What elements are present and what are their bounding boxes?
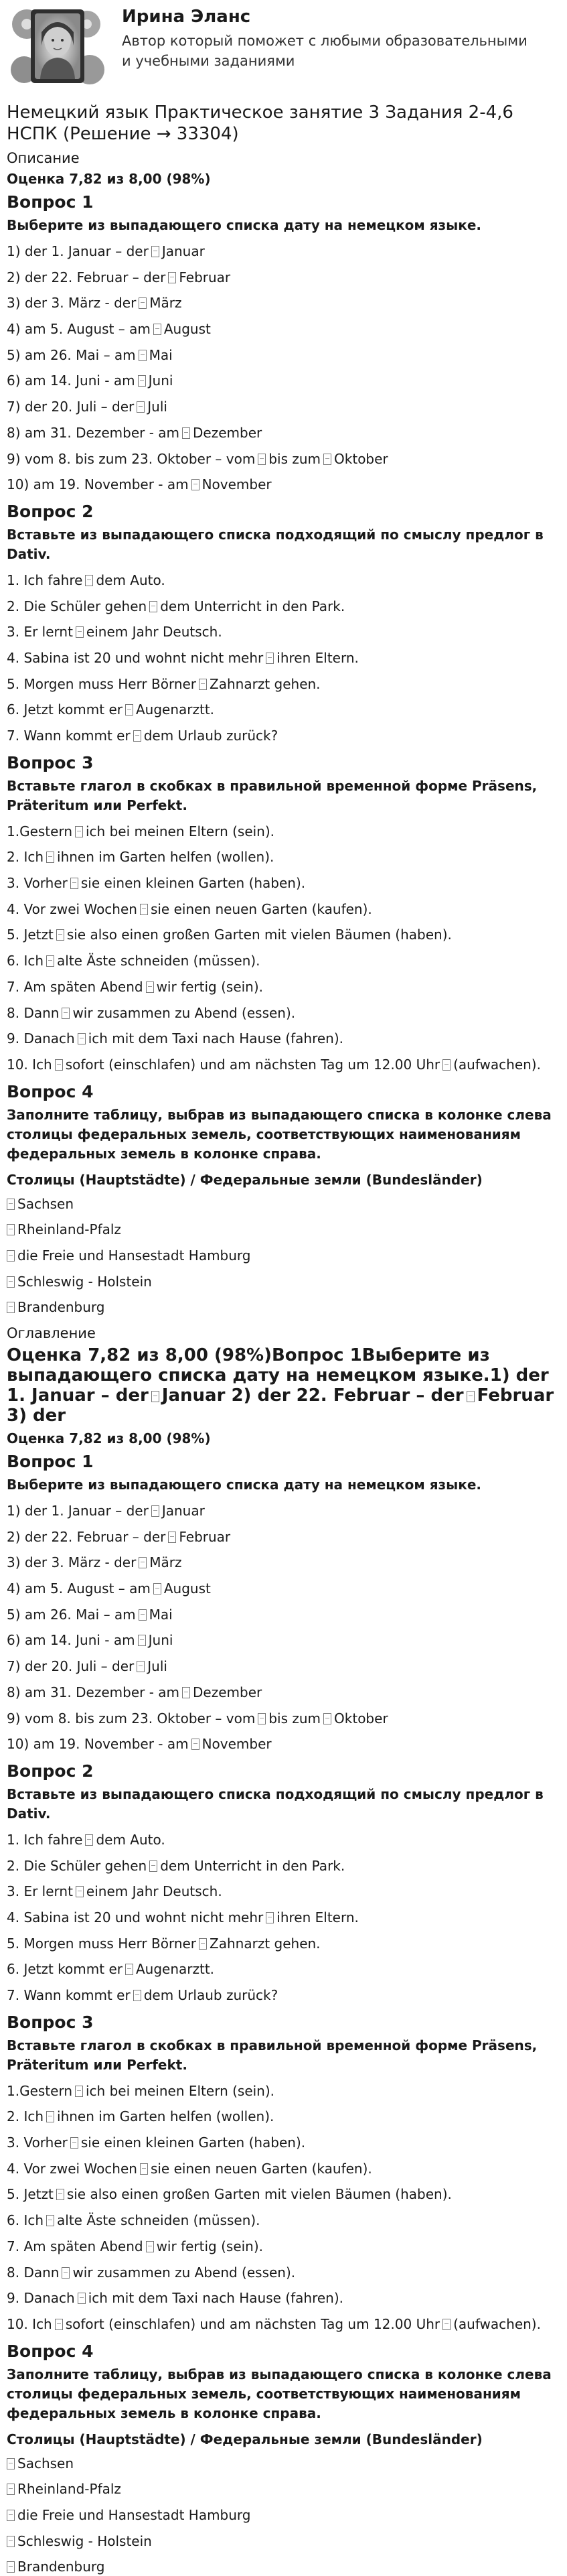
item-text: dem Unterricht in den Park. <box>160 598 345 614</box>
dropdown-placeholder-icon[interactable] <box>442 2319 451 2330</box>
toc-section <box>7 1451 560 2576</box>
question-item <box>7 900 560 919</box>
item-text: 6. Jetzt kommt er <box>7 701 123 718</box>
item-text: 9. Danach <box>7 1030 75 1047</box>
dropdown-placeholder-icon[interactable] <box>7 2458 15 2469</box>
question-item <box>7 822 560 841</box>
item-text: 2. Die Schüler gehen <box>7 1857 147 1874</box>
question-item <box>7 1934 560 1953</box>
item-text: die Freie und Hansestadt Hamburg <box>17 1247 251 1264</box>
author-name[interactable]: Ирина Эланс <box>122 7 251 27</box>
item-text: dem Unterricht in den Park. <box>160 1857 345 1874</box>
dropdown-placeholder-icon[interactable] <box>139 1557 147 1568</box>
author-avatar <box>7 5 108 87</box>
item-text: wir fertig (sein). <box>156 978 264 995</box>
item-text: März <box>149 295 182 312</box>
question-item <box>7 475 560 494</box>
item-text: 4. Vor zwei Wochen <box>7 900 137 917</box>
item-text: Oktober <box>334 1710 388 1726</box>
question-title: Вопрос 3 <box>7 752 94 772</box>
item-text: November <box>201 476 272 493</box>
question-item <box>7 977 560 996</box>
dropdown-placeholder-icon[interactable] <box>151 246 159 257</box>
item-text: 2) der 22. Februar – der <box>7 269 166 285</box>
item-text: Juni <box>148 372 173 389</box>
question-title: Вопрос 4 <box>7 2341 94 2361</box>
table-header: Столицы (Hauptstädte) / Федеральные земли (Bundesländer) <box>7 2431 483 2447</box>
question-title: Вопрос 4 <box>7 1081 94 1101</box>
item-text: wir fertig (sein). <box>156 2238 264 2254</box>
dropdown-placeholder-icon[interactable] <box>182 427 190 439</box>
question-instruction: Выберите из выпадающего списка дату на немецком языке. <box>7 1477 482 1493</box>
item-text: dem Auto. <box>96 571 165 588</box>
question-item <box>7 726 560 745</box>
item-text: 2) der 22. Februar – der <box>7 1528 166 1545</box>
dropdown-placeholder-icon[interactable] <box>7 2561 15 2573</box>
dropdown-placeholder-icon[interactable] <box>182 1687 190 1698</box>
question-item <box>7 1272 560 1291</box>
item-text: 5) am 26. Mai – am <box>7 346 136 363</box>
question-item <box>7 597 560 616</box>
item-text: bis zum <box>268 1710 321 1726</box>
item-text: 1) der 1. Januar – der <box>7 243 149 259</box>
item-text: 5. Morgen muss Herr Börner <box>7 675 197 692</box>
item-text: Juli <box>147 399 167 415</box>
item-text: 8. Dann <box>7 2264 60 2281</box>
item-text: sie also einen großen Garten mit vielen Bäumen (haben). <box>66 927 452 943</box>
item-text: 2. Ich <box>7 2108 44 2125</box>
question-item <box>7 675 560 693</box>
dropdown-placeholder-icon[interactable] <box>323 454 331 465</box>
dropdown-placeholder-icon[interactable] <box>56 2189 64 2200</box>
item-text: sie einen kleinen Garten (haben). <box>80 875 306 892</box>
item-text: sie einen kleinen Garten (haben). <box>80 2134 306 2151</box>
dropdown-placeholder-icon[interactable] <box>85 575 93 586</box>
question-item <box>7 1605 560 1624</box>
item-text: 7) der 20. Juli – der <box>7 399 135 415</box>
dropdown-placeholder-icon[interactable] <box>7 2510 15 2521</box>
question-title: Вопрос 1 <box>7 192 94 212</box>
document-title: Немецкий язык Практическое занятие 3 Задания 2-4,6 НСПК (Решение → 33304) <box>7 103 513 144</box>
item-text: 3. Er lernt <box>7 1883 73 1900</box>
item-text: 3. Vorher <box>7 875 68 892</box>
question-item <box>7 874 560 892</box>
dropdown-placeholder-icon[interactable] <box>46 2111 54 2122</box>
item-text: 6. Ich <box>7 2212 44 2229</box>
dropdown-placeholder-icon[interactable] <box>138 375 146 387</box>
dropdown-placeholder-icon[interactable] <box>168 272 176 283</box>
item-text: ihren Eltern. <box>276 649 359 666</box>
question-title: Вопрос 2 <box>7 1761 94 1781</box>
item-text: Zahnarzt gehen. <box>210 675 321 692</box>
dropdown-placeholder-icon[interactable] <box>191 1739 199 1750</box>
question-item <box>7 925 560 944</box>
question-instruction: Заполните таблицу, выбрав из выпадающего списка в колонке слева столицы федеральных земель, соответствующих наименованиям федеральных земель в колонке справа. <box>7 1106 552 1162</box>
dropdown-placeholder-icon[interactable] <box>46 852 54 863</box>
question-item <box>7 622 560 641</box>
question-item <box>7 1004 560 1022</box>
dropdown-placeholder-icon[interactable] <box>140 2163 148 2175</box>
dropdown-placeholder-icon[interactable] <box>70 878 78 889</box>
question-item <box>7 423 560 442</box>
dropdown-placeholder-icon <box>151 1391 159 1402</box>
item-text: einem Jahr Deutsch. <box>86 1883 222 1900</box>
item-text: 9. Danach <box>7 2290 75 2307</box>
item-text: 5. Jetzt <box>7 927 54 943</box>
item-text: 6. Ich <box>7 953 44 969</box>
item-text: 8) am 31. Dezember - am <box>7 1684 180 1700</box>
item-text: sie einen neuen Garten (kaufen). <box>150 2160 372 2177</box>
item-text: dem Urlaub zurück? <box>143 728 278 744</box>
question-instruction: Вставьте из выпадающего списка подходящий по смыслу предлог в Dativ. <box>7 1785 544 1822</box>
author-info <box>122 5 537 71</box>
item-text: (aufwachen). <box>453 2315 541 2332</box>
question-instruction: Вставьте глагол в скобках в правильной временной форме Präsens, Präteritum или Perfekt. <box>7 777 538 813</box>
item-text: Brandenburg <box>17 2559 105 2575</box>
item-text: 4. Sabina ist 20 und wohnt nicht mehr <box>7 649 264 666</box>
item-text: 4) am 5. August – am <box>7 1580 151 1597</box>
item-text: 8. Dann <box>7 1004 60 1021</box>
item-text: 1. Ich fahre <box>7 1831 83 1848</box>
dropdown-placeholder-icon[interactable] <box>149 1860 157 1872</box>
item-text: Dezember <box>193 1684 262 1700</box>
dropdown-placeholder-icon[interactable] <box>137 401 145 413</box>
question-item <box>7 700 560 719</box>
dropdown-placeholder-icon[interactable] <box>146 981 154 993</box>
question-item <box>7 1735 560 1753</box>
question-title: Вопрос 1 <box>7 1452 94 1471</box>
item-text: ihnen im Garten helfen (wollen). <box>57 2108 274 2125</box>
question-item <box>7 1960 560 1978</box>
question-item <box>7 1055 560 1074</box>
item-text: November <box>201 1736 272 1753</box>
question-title: Вопрос 2 <box>7 501 94 521</box>
question-item <box>7 571 560 590</box>
dropdown-placeholder-icon[interactable] <box>62 2267 70 2279</box>
score-line-repeat: Оценка 7,82 из 8,00 (98%) <box>7 1430 211 1446</box>
question-item <box>7 1579 560 1598</box>
item-text: Rheinland-Pfalz <box>17 1221 121 1238</box>
dropdown-placeholder-icon[interactable] <box>56 929 64 941</box>
item-text: ihnen im Garten helfen (wollen). <box>57 849 274 866</box>
question-item <box>7 2185 560 2204</box>
item-text: 3. Er lernt <box>7 624 73 640</box>
dropdown-placeholder-icon[interactable] <box>258 1713 266 1724</box>
dropdown-placeholder-icon[interactable] <box>442 1059 451 1071</box>
question-item <box>7 2289 560 2307</box>
question-item <box>7 268 560 287</box>
item-text: 8) am 31. Dezember - am <box>7 424 180 441</box>
question-item <box>7 320 560 338</box>
item-text: 3) der 3. März - der <box>7 1554 137 1571</box>
item-text: Schleswig - Holstein <box>17 1273 152 1290</box>
dropdown-placeholder-icon[interactable] <box>133 1990 141 2001</box>
item-text: 5. Jetzt <box>7 2186 54 2203</box>
item-text: Mai <box>149 1606 173 1623</box>
item-text: 9) vom 8. bis zum 23. Oktober – vom <box>7 450 256 467</box>
question-instruction: Заполните таблицу, выбрав из выпадающего списка в колонке слева столицы федеральных земель, соответствующих наименованиям федеральных земель в колонке справа. <box>7 2366 552 2421</box>
question-item <box>7 2315 560 2333</box>
item-text: ich bei meinen Eltern (sein). <box>86 823 275 839</box>
question-item <box>7 1631 560 1649</box>
question-item <box>7 2133 560 2152</box>
question-item <box>7 1029 560 1048</box>
item-text: Oktober <box>334 450 388 467</box>
item-text: Zahnarzt gehen. <box>210 1935 321 1952</box>
item-text: 9) vom 8. bis zum 23. Oktober – vom <box>7 1710 256 1726</box>
dropdown-placeholder-icon[interactable] <box>7 1224 15 1235</box>
dropdown-placeholder-icon[interactable] <box>137 1661 145 1672</box>
item-text: ihren Eltern. <box>276 1909 359 1925</box>
item-text: 5) am 26. Mai – am <box>7 1606 136 1623</box>
item-text: 3. Vorher <box>7 2134 68 2151</box>
dropdown-placeholder-icon[interactable] <box>125 1964 133 1975</box>
item-text: Sachsen <box>17 2455 74 2471</box>
dropdown-placeholder-icon[interactable] <box>62 1008 70 1019</box>
item-text: ich mit dem Taxi nach Hause (fahren). <box>88 1030 343 1047</box>
item-text: Januar <box>161 1503 205 1519</box>
dropdown-placeholder-icon[interactable] <box>149 601 157 612</box>
dropdown-placeholder-icon[interactable] <box>153 324 161 335</box>
item-text: 7. Am späten Abend <box>7 978 143 995</box>
item-text: 7. Wann kommt er <box>7 728 131 744</box>
dropdown-placeholder-icon[interactable] <box>191 479 199 490</box>
item-text: Juni <box>148 1632 173 1649</box>
item-text: (aufwachen). <box>453 1056 541 1073</box>
item-text: Augenarztt. <box>135 701 215 718</box>
item-text: 7. Wann kommt er <box>7 1987 131 2003</box>
dropdown-placeholder-icon[interactable] <box>199 679 207 690</box>
description-label: Описание <box>7 150 80 166</box>
question-item <box>7 2506 560 2524</box>
question-instruction: Вставьте глагол в скобках в правильной временной форме Präsens, Präteritum или Perfekt. <box>7 2037 538 2073</box>
question-item <box>7 1246 560 1265</box>
question-item <box>7 1882 560 1901</box>
dropdown-placeholder-icon[interactable] <box>199 1938 207 1950</box>
dropdown-placeholder-icon[interactable] <box>76 626 84 638</box>
dropdown-placeholder-icon[interactable] <box>85 1834 93 1846</box>
dropdown-placeholder-icon[interactable] <box>70 2137 78 2149</box>
item-text: Schleswig - Holstein <box>17 2532 152 2549</box>
question-item <box>7 649 560 667</box>
item-text: sie also einen großen Garten mit vielen Bäumen (haben). <box>66 2186 452 2203</box>
dropdown-placeholder-icon[interactable] <box>55 1059 63 1071</box>
question-item <box>7 1709 560 1728</box>
question-item <box>7 1830 560 1849</box>
item-text: 7. Am späten Abend <box>7 2238 143 2254</box>
question-instruction: Вставьте из выпадающего списка подходящий по смыслу предлог в Dativ. <box>7 526 544 562</box>
dropdown-placeholder-icon[interactable] <box>78 1033 86 1044</box>
question-item <box>7 1220 560 1239</box>
item-text: 7) der 20. Juli – der <box>7 1658 135 1675</box>
item-text: bis zum <box>268 450 321 467</box>
item-text: August <box>163 1580 211 1597</box>
item-text: 4) am 5. August – am <box>7 321 151 338</box>
dropdown-placeholder-icon[interactable] <box>153 1583 161 1595</box>
item-text: 4. Sabina ist 20 und wohnt nicht mehr <box>7 1909 264 1925</box>
dropdown-placeholder-icon[interactable] <box>146 2241 154 2252</box>
item-text: wir zusammen zu Abend (essen). <box>72 2264 296 2281</box>
item-text: 1.Gestern <box>7 823 72 839</box>
question-item <box>7 2237 560 2256</box>
item-text: 6. Jetzt kommt er <box>7 1961 123 1978</box>
question-item <box>7 1908 560 1927</box>
question-item <box>7 951 560 970</box>
score-line: Оценка 7,82 из 8,00 (98%) <box>7 171 211 187</box>
dropdown-placeholder-icon[interactable] <box>168 1532 176 1543</box>
item-text: sie einen neuen Garten (kaufen). <box>150 900 372 917</box>
question-item <box>7 2480 560 2498</box>
question-item <box>7 1553 560 1572</box>
item-text: einem Jahr Deutsch. <box>86 624 222 640</box>
dropdown-placeholder-icon[interactable] <box>7 1250 15 1262</box>
item-text: 2. Ich <box>7 849 44 866</box>
item-text: alte Äste schneiden (müssen). <box>57 953 260 969</box>
item-text: ich mit dem Taxi nach Hause (fahren). <box>88 2290 343 2307</box>
question-item <box>7 2557 560 2576</box>
question-item <box>7 1986 560 2005</box>
dropdown-placeholder-icon[interactable] <box>76 1886 84 1897</box>
dropdown-placeholder-icon[interactable] <box>139 297 147 309</box>
dropdown-placeholder-icon[interactable] <box>139 350 147 361</box>
item-text: Februar <box>179 1528 231 1545</box>
item-text: 1. Ich fahre <box>7 571 83 588</box>
question-item <box>7 2159 560 2178</box>
question-item <box>7 346 560 364</box>
item-text: 6) am 14. Juni - am <box>7 1632 135 1649</box>
item-text: Sachsen <box>17 1195 74 1212</box>
question-title: Вопрос 3 <box>7 2012 94 2032</box>
question-item <box>7 1528 560 1546</box>
dropdown-placeholder-icon[interactable] <box>139 1609 147 1621</box>
dropdown-placeholder-icon[interactable] <box>151 1505 159 1517</box>
toc-heading: Оценка 7,82 из 8,00 (98%)Вопрос 1Выберите из выпадающего списка дату на немецком языке.1) der 1. Januar – der Januar 2) der 22. Februar – der Februar 3) der <box>7 1345 554 1426</box>
question-item <box>7 1856 560 1875</box>
question-item <box>7 2532 560 2551</box>
question-item <box>7 2211 560 2230</box>
item-text: 10. Ich <box>7 1056 52 1073</box>
dropdown-placeholder-icon[interactable] <box>7 1302 15 1313</box>
author-description: Автор который поможет с любыми образовательными и учебными заданиями <box>122 33 528 69</box>
dropdown-placeholder-icon[interactable] <box>266 653 274 664</box>
item-text: 1.Gestern <box>7 2082 72 2099</box>
author-header <box>7 0 560 91</box>
item-text: die Freie und Hansestadt Hamburg <box>17 2506 251 2523</box>
dropdown-placeholder-icon <box>467 1391 475 1402</box>
dropdown-placeholder-icon[interactable] <box>75 826 83 837</box>
item-text: 2. Die Schüler gehen <box>7 598 147 614</box>
question-item <box>7 397 560 416</box>
question-instruction: Выберите из выпадающего списка дату на немецком языке. <box>7 217 482 233</box>
question-item <box>7 1298 560 1316</box>
dropdown-placeholder-icon[interactable] <box>7 1199 15 1210</box>
dropdown-placeholder-icon[interactable] <box>258 454 266 465</box>
dropdown-placeholder-icon[interactable] <box>75 2086 83 2097</box>
item-text: 10. Ich <box>7 2315 52 2332</box>
item-text: ich bei meinen Eltern (sein). <box>86 2082 275 2099</box>
item-text: sofort (einschlafen) und am nächsten Tag um 12.00 Uhr <box>65 2315 440 2332</box>
question-item <box>7 1657 560 1676</box>
item-text: Juli <box>147 1658 167 1675</box>
dropdown-placeholder-icon[interactable] <box>125 704 133 716</box>
item-text: Brandenburg <box>17 1299 105 1316</box>
dropdown-placeholder-icon[interactable] <box>7 1276 15 1288</box>
table-header: Столицы (Hauptstädte) / Федеральные земли (Bundesländer) <box>7 1171 483 1188</box>
question-item <box>7 2107 560 2126</box>
dropdown-placeholder-icon[interactable] <box>55 2319 63 2330</box>
question-item <box>7 450 560 468</box>
item-text: Januar <box>161 243 205 259</box>
item-text: 4. Vor zwei Wochen <box>7 2160 137 2177</box>
dropdown-placeholder-icon[interactable] <box>323 1713 331 1724</box>
question-item <box>7 2263 560 2282</box>
item-text: sofort (einschlafen) und am nächsten Tag um 12.00 Uhr <box>65 1056 440 1073</box>
dropdown-placeholder-icon[interactable] <box>46 2215 54 2226</box>
item-text: alte Äste schneiden (müssen). <box>57 2212 260 2229</box>
item-text: Rheinland-Pfalz <box>17 2481 121 2498</box>
question-item <box>7 1195 560 1213</box>
question-item <box>7 848 560 866</box>
item-text: dem Auto. <box>96 1831 165 1848</box>
item-text: 10) am 19. November - am <box>7 1736 189 1753</box>
dropdown-placeholder-icon[interactable] <box>7 2536 15 2547</box>
item-text: Augenarztt. <box>135 1961 215 1978</box>
item-text: 5. Morgen muss Herr Börner <box>7 1935 197 1952</box>
item-text: August <box>163 321 211 338</box>
item-text: Februar <box>179 269 231 285</box>
item-text: wir zusammen zu Abend (essen). <box>72 1004 296 1021</box>
item-text: Dezember <box>193 424 262 441</box>
dropdown-placeholder-icon[interactable] <box>138 1635 146 1646</box>
question-item <box>7 1683 560 1702</box>
dropdown-placeholder-icon[interactable] <box>133 730 141 742</box>
dropdown-placeholder-icon[interactable] <box>78 2293 86 2304</box>
question-item <box>7 371 560 390</box>
question-item <box>7 2082 560 2100</box>
dropdown-placeholder-icon[interactable] <box>266 1912 274 1923</box>
item-text: dem Urlaub zurück? <box>143 1987 278 2003</box>
question-item <box>7 2454 560 2473</box>
question-item <box>7 1501 560 1520</box>
description-section <box>7 192 560 1316</box>
item-text: 3) der 3. März - der <box>7 295 137 312</box>
item-text: 10) am 19. November - am <box>7 476 189 493</box>
question-item <box>7 293 560 312</box>
item-text: Mai <box>149 346 173 363</box>
dropdown-placeholder-icon[interactable] <box>7 2484 15 2495</box>
item-text: März <box>149 1554 182 1571</box>
dropdown-placeholder-icon[interactable] <box>140 904 148 915</box>
dropdown-placeholder-icon[interactable] <box>46 955 54 967</box>
item-text: 6) am 14. Juni - am <box>7 372 135 389</box>
item-text: 1) der 1. Januar – der <box>7 1503 149 1519</box>
question-item <box>7 242 560 261</box>
toc-label: Оглавление <box>7 1325 96 1341</box>
